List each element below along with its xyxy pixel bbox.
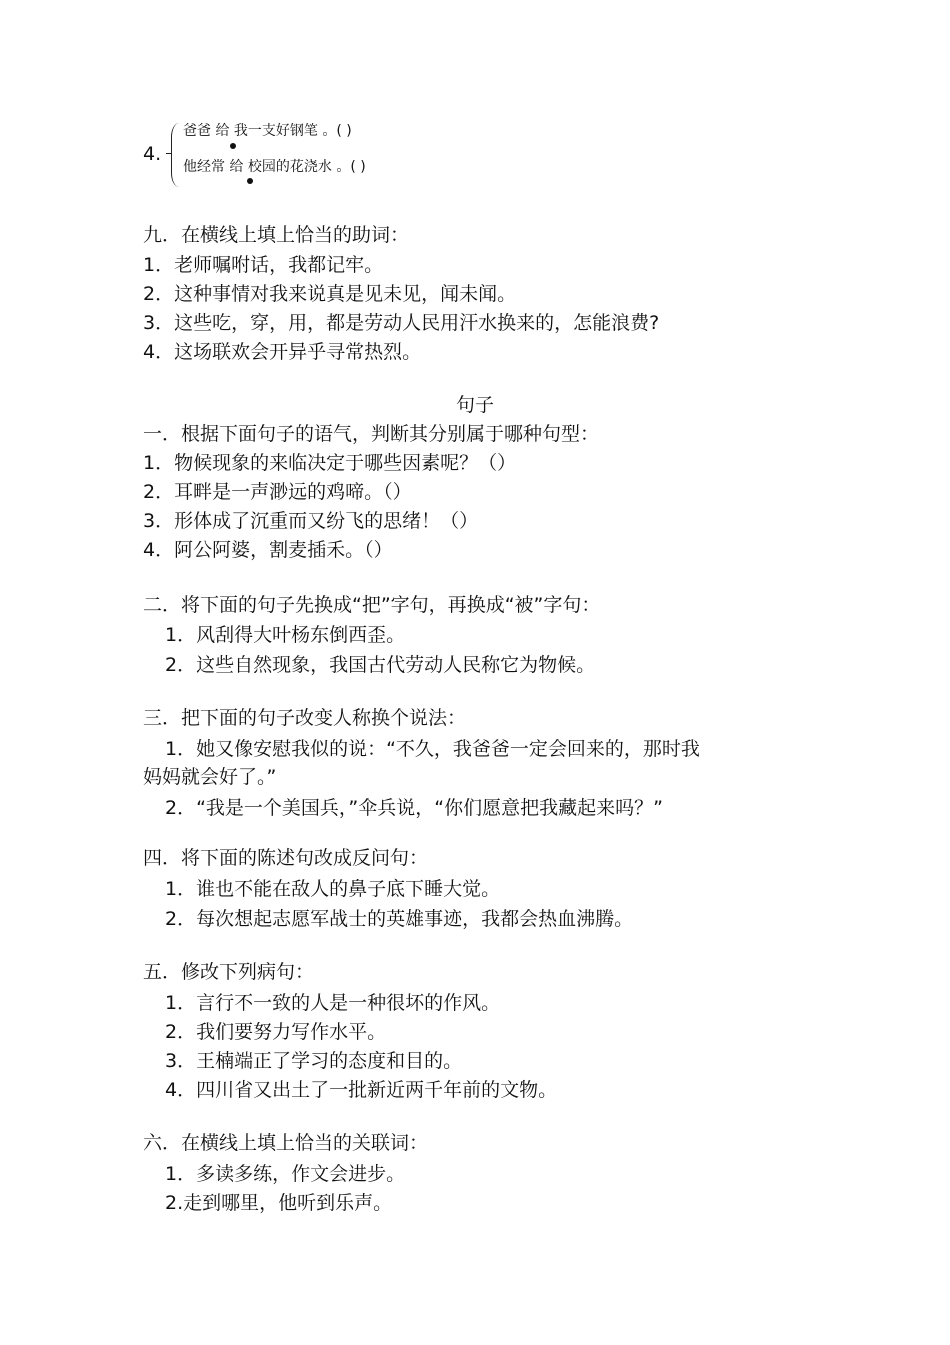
list-item: 2．这种事情对我来说真是见未见，闻未闻。 [143, 283, 517, 305]
list-item: 4．这场联欢会开异乎寻常热烈。 [143, 341, 422, 363]
list-item: 2．每次想起志愿军战士的英雄事迹，我都会热血沸腾。 [165, 908, 634, 930]
list-item: 2．耳畔是一声渺远的鸡啼。（） [143, 481, 412, 503]
list-item: 3．形体成了沉重而又纷飞的思绪！（） [143, 510, 479, 532]
list-item: 4．四川省又出土了一批新近两千年前的文物。 [165, 1079, 558, 1101]
list-item: 2.走到哪里，他听到乐声。 [165, 1192, 393, 1214]
emphasis-dot [247, 178, 253, 184]
brace-shape [171, 123, 180, 187]
item-number: 4. [143, 143, 162, 165]
list-item: 3．王楠端正了学习的态度和目的。 [165, 1050, 463, 1072]
list-item-continued: 妈妈就会好了。” [143, 766, 277, 788]
list-item: 1．言行不一致的人是一种很坏的作风。 [165, 992, 501, 1014]
list-item: 4．阿公阿婆，割麦插禾。（） [143, 539, 393, 561]
section-heading: 五．修改下列病句： [143, 961, 315, 983]
list-item: 1．多读多练，作文会进步。 [165, 1163, 406, 1185]
section-heading: 二．将下面的句子先换成“把”字句，再换成“被”字句： [143, 594, 601, 616]
section-heading: 九．在横线上填上恰当的助词： [143, 224, 410, 246]
list-item: 2．我们要努力写作水平。 [165, 1021, 387, 1043]
list-item: 1．风刮得大叶杨东倒西歪。 [165, 624, 406, 646]
list-item: 1．老师嘱咐话，我都记牢。 [143, 254, 384, 276]
section-heading: 三．把下面的句子改变人称换个说法： [143, 707, 467, 729]
item4-line2: 他经常 给 校园的花浇水 。( ) [183, 159, 366, 175]
list-item: 1．她又像安慰我似的说：“不久，我爸爸一定会回来的，那时我 [165, 738, 700, 760]
brace-tip [166, 153, 172, 154]
list-item: 2．这些自然现象，我国古代劳动人民称它为物候。 [165, 654, 596, 676]
emphasis-dot [230, 143, 236, 149]
list-item: 1．物候现象的来临决定于哪些因素呢？（） [143, 452, 517, 474]
section-heading: 四．将下面的陈述句改成反问句： [143, 847, 429, 869]
list-item: 3．这些吃，穿，用，都是劳动人民用汗水换来的，怎能浪费? [143, 312, 660, 334]
list-item: 1．谁也不能在敌人的鼻子底下睡大觉。 [165, 878, 501, 900]
section-heading: 六．在横线上填上恰当的关联词： [143, 1132, 429, 1154]
page-title: 句子 [455, 394, 494, 416]
list-item: 2．“我是一个美国兵，”伞兵说，“你们愿意把我藏起来吗？” [165, 797, 663, 819]
section-heading: 一．根据下面句子的语气，判断其分别属于哪种句型： [143, 423, 600, 445]
item4-line1: 爸爸 给 我一支好钢笔 。( ) [183, 123, 352, 139]
